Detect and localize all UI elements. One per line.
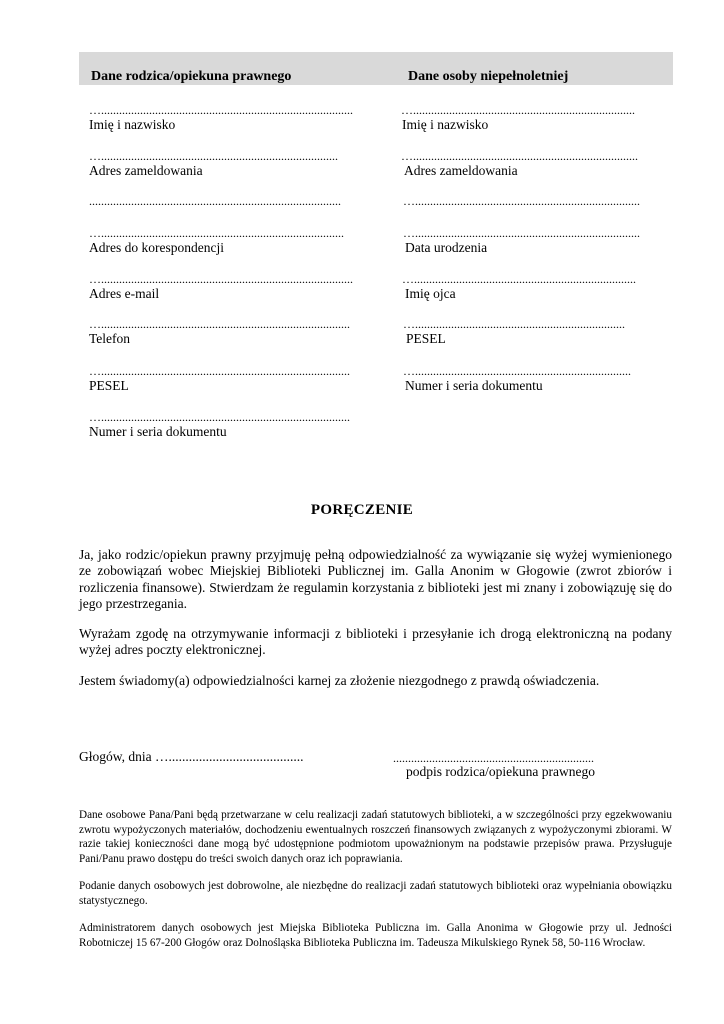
date-field[interactable]: Głogów, dnia …........................................ xyxy=(79,749,304,764)
privacy-note-1: Dane osobowe Pana/Pani będą przetwarzane w celu realizacji zadań statutowych biblioteki, a w szczególności przy egzekwowaniu zwrotu wypożyczonych materiałów, dochodzeniu ewentualnych roszczeń finansowych związanych z wypożyczonymi zbiorami. W razie takiej konieczności dane mogą być udostępnione podmiotom upoważnionym na podstawie przepisów prawa. Przysługuje Pani/Panu prawo dostępu do treści swoich danych oraz ich poprawiania. xyxy=(79,809,672,865)
minor-registered-address-field-2[interactable]: …........................................................................... xyxy=(403,194,640,208)
guarantee-title: PORĘCZENIE xyxy=(310,502,414,518)
minor-registered-address-label: Adres zameldowania xyxy=(404,163,518,178)
minor-father-name-label: Imię ojca xyxy=(405,286,456,301)
parent-name-label: Imię i nazwisko xyxy=(89,117,176,132)
minor-father-name-field[interactable]: ….......................................................................... xyxy=(402,272,636,286)
minor-section-title: Dane osoby niepełnoletniej xyxy=(408,69,569,84)
parent-phone-field[interactable]: …................................................................................... xyxy=(89,317,350,331)
parent-pesel-label: PESEL xyxy=(89,378,129,393)
privacy-note-3: Administratorem danych osobowych jest Miejska Biblioteka Publiczna im. Galla Anonima w Głogowie przy ul. Jedności Robotniczej 15 67-200 Głogów oraz Dolnośląska Biblioteka Publiczna im. Tadeusza Mikulskiego Rynek 58, 50-116 Wrocław. xyxy=(79,922,672,949)
minor-name-label: Imię i nazwisko xyxy=(402,117,489,132)
consent-paragraph: Wyrażam zgodę na otrzymywanie informacji z biblioteki i przesyłanie ich drogą elektroniczną na podany wyżej adres poczty elektronicznej. xyxy=(79,626,672,658)
minor-birth-date-field[interactable]: …........................................................................... xyxy=(403,226,640,240)
awareness-paragraph: Jestem świadomy(a) odpowiedzialności karnej za złożenie niezgodnego z prawdą oświadczenia. xyxy=(79,673,600,688)
minor-pesel-field[interactable]: …...................................................................... xyxy=(403,317,625,331)
signature-label: podpis rodzica/opiekuna prawnego xyxy=(406,764,595,779)
minor-name-field[interactable]: ….......................................................................... xyxy=(401,103,635,117)
parent-registered-address-field[interactable]: …............................................................................... xyxy=(89,149,338,163)
parent-registered-address-field-2[interactable]: .................................................................................... xyxy=(89,194,341,208)
guarantee-paragraph-1: Ja, jako rodzic/opiekun prawny przyjmuję pełną odpowiedzialność za wywiązanie się wyżej wymienionego ze zobowiązań wobec Miejskiej Biblioteki Publicznej im. Galla Anonim w Głogowie (zwrot zbiorów i rozliczenia finansowe). Stwierdzam że regulamin korzystania z biblioteki jest mi znany i zobowiązuję się do jego przestrzegania. xyxy=(79,547,672,611)
parent-correspondence-address-field[interactable]: …................................................................................. xyxy=(89,226,344,240)
minor-document-field[interactable]: …........................................................................ xyxy=(403,364,631,378)
parent-phone-label: Telefon xyxy=(89,331,131,346)
parent-name-field[interactable]: ….................................................................................... xyxy=(89,103,353,117)
minor-document-label: Numer i seria dokumentu xyxy=(405,378,543,393)
parent-document-field[interactable]: …................................................................................... xyxy=(89,410,350,424)
minor-pesel-label: PESEL xyxy=(406,331,446,346)
parent-document-label: Numer i seria dokumentu xyxy=(89,424,227,439)
parent-section-title: Dane rodzica/opiekuna prawnego xyxy=(91,69,292,84)
parent-registered-address-label: Adres zameldowania xyxy=(89,163,203,178)
parent-email-field[interactable]: ….................................................................................... xyxy=(89,272,353,286)
parent-pesel-field[interactable]: …................................................................................... xyxy=(89,364,350,378)
privacy-note-2: Podanie danych osobowych jest dobrowolne, ale niezbędne do realizacji zadań statutowych biblioteki oraz wypełniania obowiązku statystycznego. xyxy=(79,880,672,907)
parent-correspondence-address-label: Adres do korespondencji xyxy=(89,240,224,255)
minor-registered-address-field[interactable]: …........................................................................... xyxy=(401,149,638,163)
parent-email-label: Adres e-mail xyxy=(89,286,160,301)
minor-birth-date-label: Data urodzenia xyxy=(405,240,488,255)
signature-line[interactable]: ................................................................... xyxy=(393,751,594,765)
